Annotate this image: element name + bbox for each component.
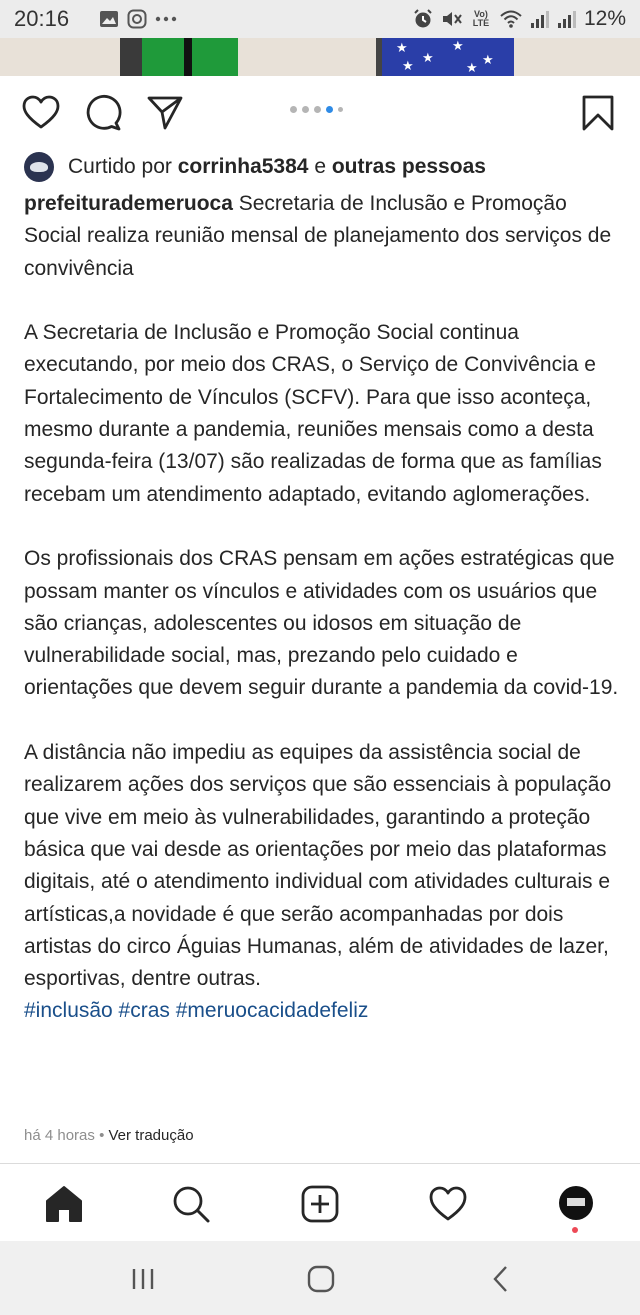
image-region [120, 38, 144, 76]
comment-icon[interactable] [84, 94, 122, 132]
caption-paragraph: A Secretaria de Inclusão e Promoção Social continua executando, por meio dos CRAS, o Serviço de Convivência e Fortalecimento de Vínculos (SCFV). Para que isso aconteça, mesmo durante a pandemia, reuniões mensais como a desta segunda-feira (13/07) são realizadas de forma que as famílias recebam um atendimento adaptado, evitando aglomerações. [24, 321, 602, 506]
mute-icon [441, 9, 463, 29]
likes-others-link[interactable]: outras pessoas [331, 155, 486, 178]
battery-level: 12% [583, 7, 626, 30]
volte-icon: Vo) LTE [472, 9, 490, 28]
like-heart-icon[interactable] [22, 94, 60, 132]
profile-icon[interactable] [559, 1186, 593, 1220]
carousel-dot [290, 106, 297, 113]
post-caption [24, 188, 624, 1028]
caption-headline [24, 188, 624, 285]
caption-paragraph: A distância não impediu as equipes da assistência social de realizarem ações dos serviços que são essenciais à população que vive em meio às vulnerabilidades, garantindo a proteção básica que vai desde as orientações por meio das plataformas digitais, até o atendimento individual com atividades culturais e artísticas,a novidade é que serão acompanhadas por dois artistas do circo Águias Humanas, além de atividades de lazer, esportivas, dentre outras. [24, 741, 612, 991]
see-translation-link[interactable]: Ver tradução [108, 1127, 194, 1144]
carousel-dot [302, 106, 309, 113]
alarm-icon [412, 8, 434, 30]
status-time: 20:16 [14, 6, 70, 31]
activity-icon[interactable] [428, 1184, 468, 1224]
carousel-dot [314, 106, 321, 113]
gallery-icon [99, 10, 119, 28]
bottom-navigation [0, 1163, 640, 1241]
search-icon[interactable] [171, 1184, 211, 1224]
likes-prefix: Curtido por [68, 155, 172, 178]
caption-paragraph: Os profissionais dos CRAS pensam em ações estratégicas que possam manter os vínculos e atividades com os usuários que são crianças, adolescentes ou idosos em situação de vulnerabilidade social, mas, prezando pelo cuidado e orientações que devem seguir durante a pandemia da covid-19. [24, 547, 619, 700]
post-timestamp: há 4 horas [24, 1127, 95, 1144]
likes-summary[interactable] [24, 150, 486, 184]
save-bookmark-icon[interactable] [580, 94, 616, 132]
meta-separator: • [99, 1127, 105, 1144]
carousel-indicator [290, 106, 343, 113]
signal-icon [530, 9, 550, 29]
post-meta [24, 1127, 194, 1144]
likes-conjunction: e [314, 155, 327, 178]
status-right-icons [412, 7, 626, 31]
post-image[interactable] [0, 38, 640, 76]
instagram-icon [127, 9, 147, 29]
carousel-dot [338, 107, 343, 112]
signal-icon [557, 9, 577, 29]
image-region [142, 38, 238, 76]
caption-author[interactable]: prefeiturademeruoca [24, 192, 233, 215]
back-icon[interactable] [486, 1263, 518, 1295]
share-icon[interactable] [146, 94, 184, 132]
caption-hashtags[interactable]: #inclusão #cras #meruocacidadefeliz [24, 999, 369, 1023]
carousel-dot [326, 106, 333, 113]
home-icon[interactable] [44, 1184, 84, 1224]
system-navigation [0, 1241, 640, 1315]
home-button-icon[interactable] [305, 1263, 337, 1295]
notification-dot [572, 1227, 578, 1233]
image-region: ★ ★ ★ ★ ★ ★ [382, 38, 514, 76]
wifi-icon [499, 9, 523, 29]
recent-apps-icon[interactable] [127, 1263, 159, 1295]
status-bar [0, 0, 640, 38]
status-left-icons [99, 9, 177, 29]
more-icon [155, 16, 177, 22]
liker-avatar[interactable] [24, 152, 54, 182]
caption-title: Secretaria de Inclusão e Promoção Social realiza reunião mensal de planejamento dos serviços de convivência [24, 192, 612, 280]
liker-username[interactable]: corrinha5384 [177, 155, 309, 178]
new-post-icon[interactable] [300, 1184, 340, 1224]
